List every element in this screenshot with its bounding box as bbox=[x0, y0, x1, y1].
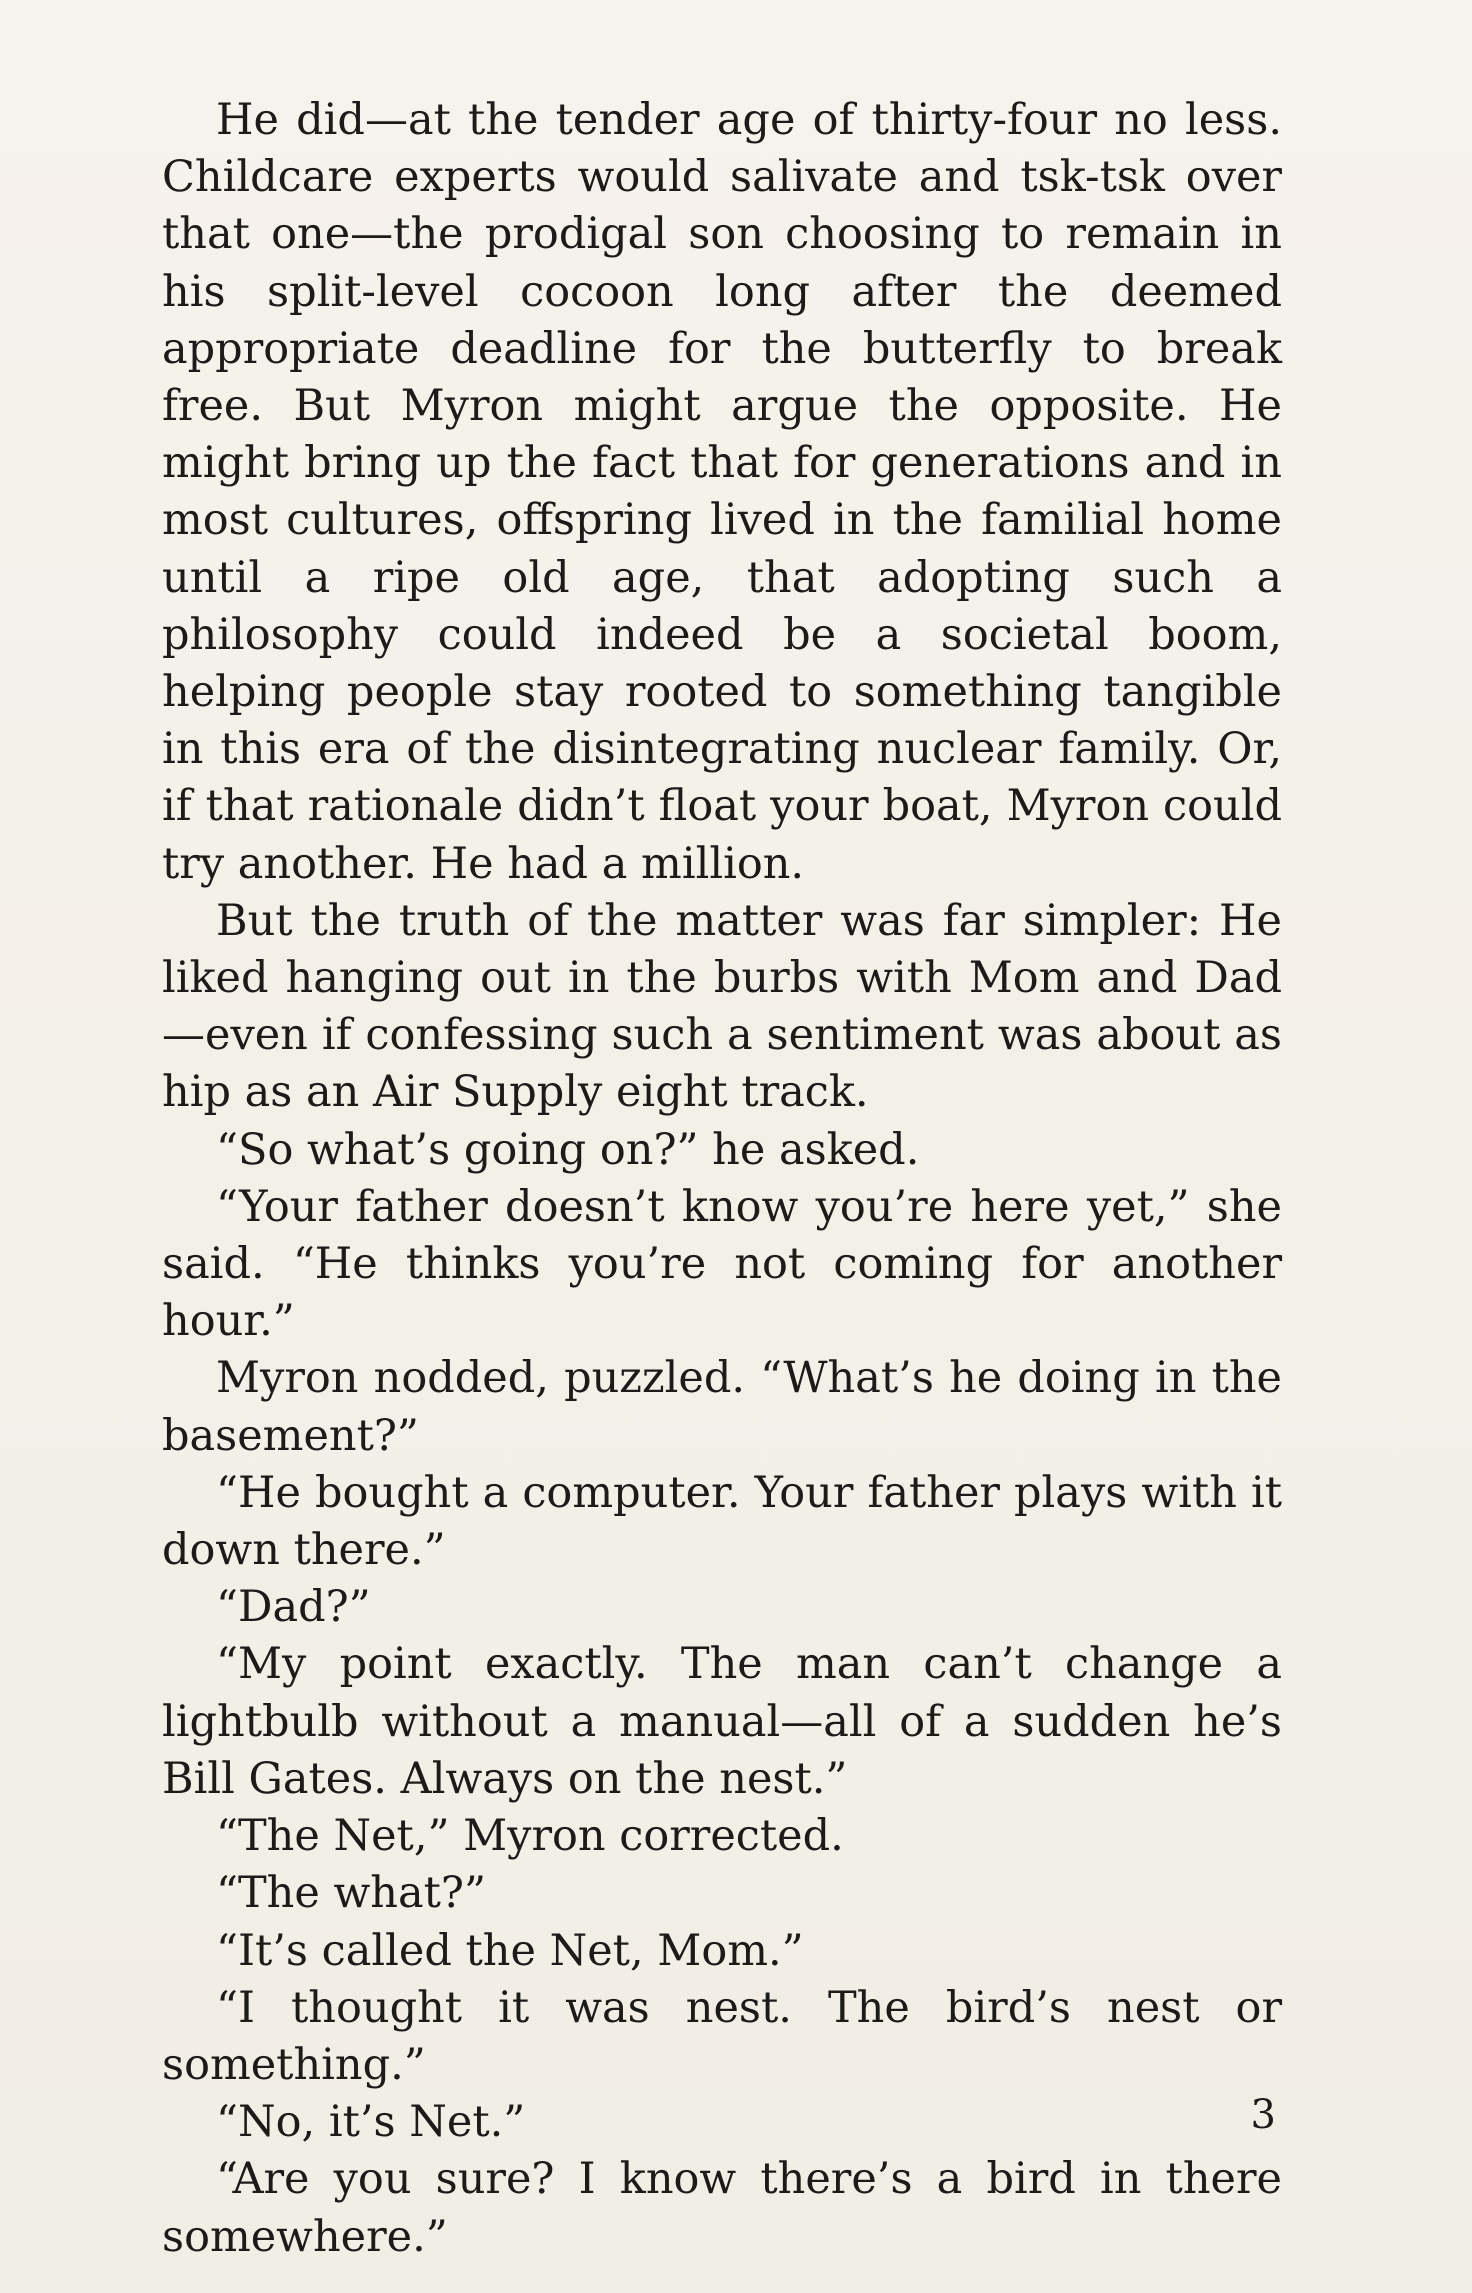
paragraph: Myron nodded, puzzled. “What’s he doing in the basement?” bbox=[162, 1353, 1282, 1461]
body-text bbox=[162, 92, 1282, 2266]
paragraph: “It’s called the Net, Mom.” bbox=[216, 1925, 804, 1976]
paragraph: “I thought it was nest. The bird’s nest or something.” bbox=[162, 1982, 1282, 2090]
paragraph: “My point exactly. The man can’t change a lightbulb without a manual—all of a sudden he’s Bill Gates. Always on the nest.” bbox=[162, 1639, 1282, 1804]
paragraph: “Are you sure? I know there’s a bird in there somewhere.” bbox=[162, 2154, 1282, 2262]
paragraph: “He bought a computer. Your father plays with it down there.” bbox=[162, 1467, 1282, 1576]
paragraph: “So what’s going on?” he asked. bbox=[216, 1124, 920, 1175]
page-number: 3 bbox=[1250, 2092, 1276, 2138]
paragraph: But the truth of the matter was far simpler: He liked hanging out in the burbs with Mom and Dad—even if confessing such a sentiment was about as hip as an Air Supply eight track. bbox=[162, 895, 1282, 1118]
paragraph: “Dad?” bbox=[216, 1582, 371, 1633]
paragraph: “The what?” bbox=[216, 1868, 486, 1919]
paragraph: “The Net,” Myron corrected. bbox=[216, 1811, 844, 1862]
paragraph: He did—at the tender age of thirty-four no less. Childcare experts would salivate and tsk-tsk over that one—the prodigal son choosing to remain in his split-level cocoon long after the deemed appropriate deadline for the butterfly to break free. But Myron might argue the opposite. He might bring up the fact that for generations and in most cultures, offspring lived in the familial home until a ripe old age, that adopting such a philosophy could indeed be a societal boom, helping people stay rooted to something tangible in this era of the disintegrating nuclear family. Or, if that rationale didn’t float your boat, Myron could try another. He had a million. bbox=[162, 95, 1282, 889]
paragraph: “No, it’s Net.” bbox=[216, 2097, 526, 2148]
paragraph: “Your father doesn’t know you’re here yet,” she said. “He thinks you’re not coming for another hour.” bbox=[162, 1181, 1282, 1347]
